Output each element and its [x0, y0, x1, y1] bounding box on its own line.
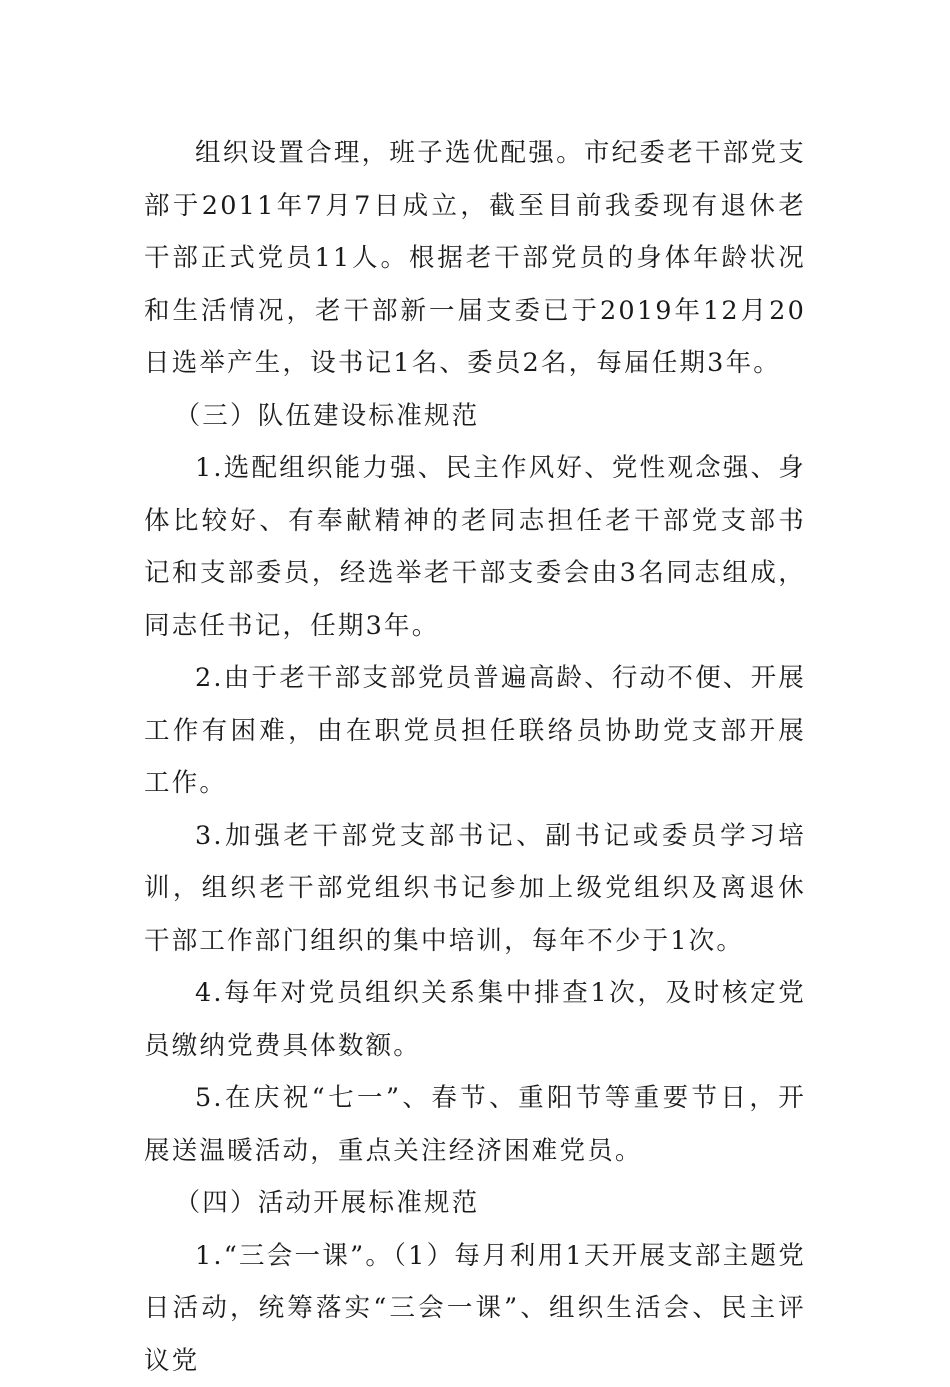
document-body: [144, 127, 806, 1387]
list-item-2-liaison: 2.由于老干部支部党员普遍高龄、行动不便、开展工作有困难，由在职党员担任联络员协助党支部开展工作。: [144, 652, 806, 810]
list-item-4-membership-check: 4.每年对党员组织关系集中排查1次，及时核定党员缴纳党费具体数额。: [144, 967, 806, 1072]
list-item-5-holiday-care: 5.在庆祝“七一”、春节、重阳节等重要节日，开展送温暖活动，重点关注经济困难党员。: [144, 1072, 806, 1177]
list-item-3-training: 3.加强老干部党支部书记、副书记或委员学习培训，组织老干部党组织书记参加上级党组织及离退休干部工作部门组织的集中培训，每年不少于1次。: [144, 810, 806, 968]
section-heading-activities: （四）活动开展标准规范: [144, 1177, 806, 1230]
list-item-1-three-meetings: 1.“三会一课”。（1）每月利用1天开展支部主题党日活动，统筹落实“三会一课”、组织生活会、民主评议党: [144, 1230, 806, 1387]
section-heading-team-building: （三）队伍建设标准规范: [144, 390, 806, 443]
list-item-1-select-secretary: 1.选配组织能力强、民主作风好、党性观念强、身体比较好、有奉献精神的老同志担任老干部党支部书记和支部委员，经选举老干部支委会由3名同志组成，同志任书记，任期3年。: [144, 442, 806, 652]
paragraph-organization-setup: 组织设置合理，班子选优配强。市纪委老干部党支部于2011年7月7日成立，截至目前我委现有退休老干部正式党员11人。根据老干部党员的身体年龄状况和生活情况，老干部新一届支委已于2019年12月20日选举产生，设书记1名、委员2名，每届任期3年。: [144, 127, 806, 390]
